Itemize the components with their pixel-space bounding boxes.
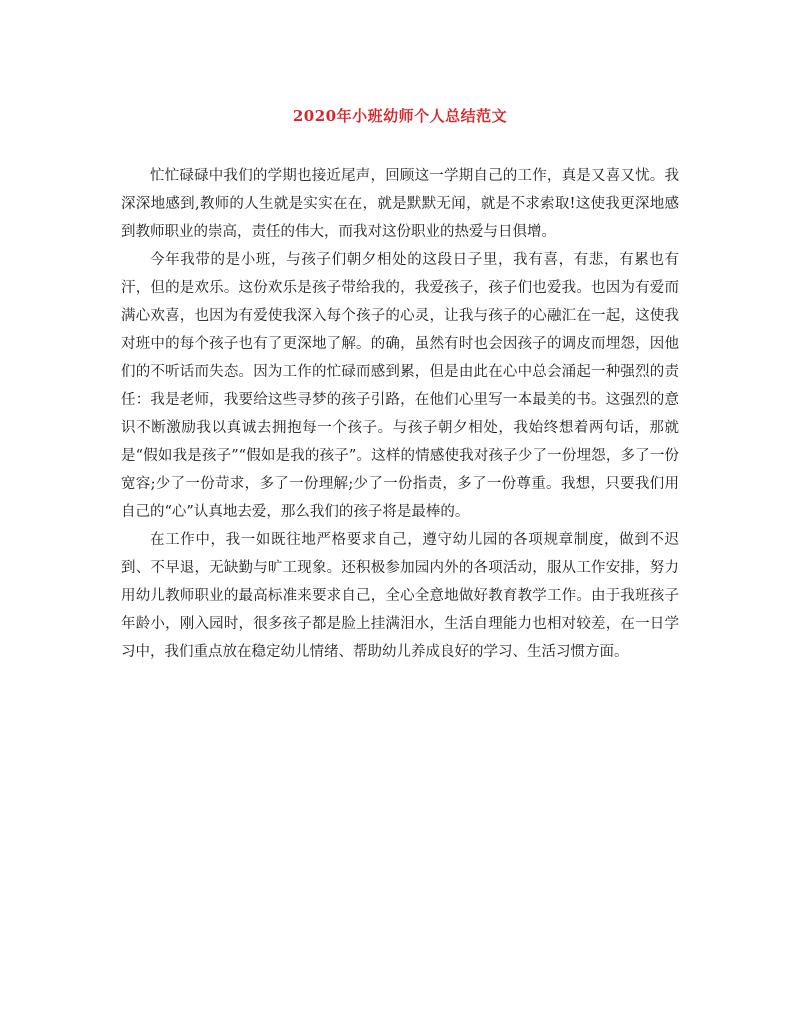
paragraph-1: 忙忙碌碌中我们的学期也接近尾声，回顾这一学期自己的工作，真是又喜又忧。我深深地感到,教师的人生就是实实在在，就是默默无闻，就是不求索取!这使我更深地感到教师职业的崇高，责任的伟大，而我对这份职业的热爱与日俱增。 (121, 168, 679, 240)
document-title: 2020年小班幼师个人总结范文 (292, 107, 508, 125)
paragraph-2: 今年我带的是小班，与孩子们朝夕相处的这段日子里，我有喜，有悲，有累也有汗，但的是欢乐。这份欢乐是孩子带给我的，我爱孩子，孩子们也爱我。也因为有爱而满心欢喜，也因为有爱使我深入每个孩子的心灵，让我与孩子的心融汇在一起，这使我对班中的每个孩子也有了更深地了解。的确，虽然有时也会因孩子的调皮而埋怨，因他们的不听话而失态。因为工作的忙碌而感到累，但是由此在心中总会涌起一种强烈的责任：我是老师，我要给这些寻梦的孩子引路，在他们心里写一本最美的书。这强烈的意识不断激励我以真诚去拥抱每一个孩子。与孩子朝夕相处，我始终想着两句话，那就是“假如我是孩子”“假如是我的孩子”。这样的情感使我对孩子少了一份埋怨，多了一份宽容;少了一份苛求，多了一份理解;少了一份指责，多了一份尊重。我想，只要我们用自己的“心”认真地去爱，那么我们的孩子将是最棒的。 (121, 252, 679, 520)
document-body (121, 162, 679, 666)
paragraph-3: 在工作中，我一如既往地严格要求自己，遵守幼儿园的各项规章制度，做到不迟到、不早退，无缺勤与旷工现象。还积极参加园内外的各项活动，服从工作安排，努力用幼儿教师职业的最高标准来要求自己，全心全意地做好教育教学工作。由于我班孩子年龄小，刚入园时，很多孩子都是脸上挂满泪水，生活自理能力也相对较差，在一日学习中，我们重点放在稳定幼儿情绪、帮助幼儿养成良好的学习、生活习惯方面。 (121, 532, 679, 660)
